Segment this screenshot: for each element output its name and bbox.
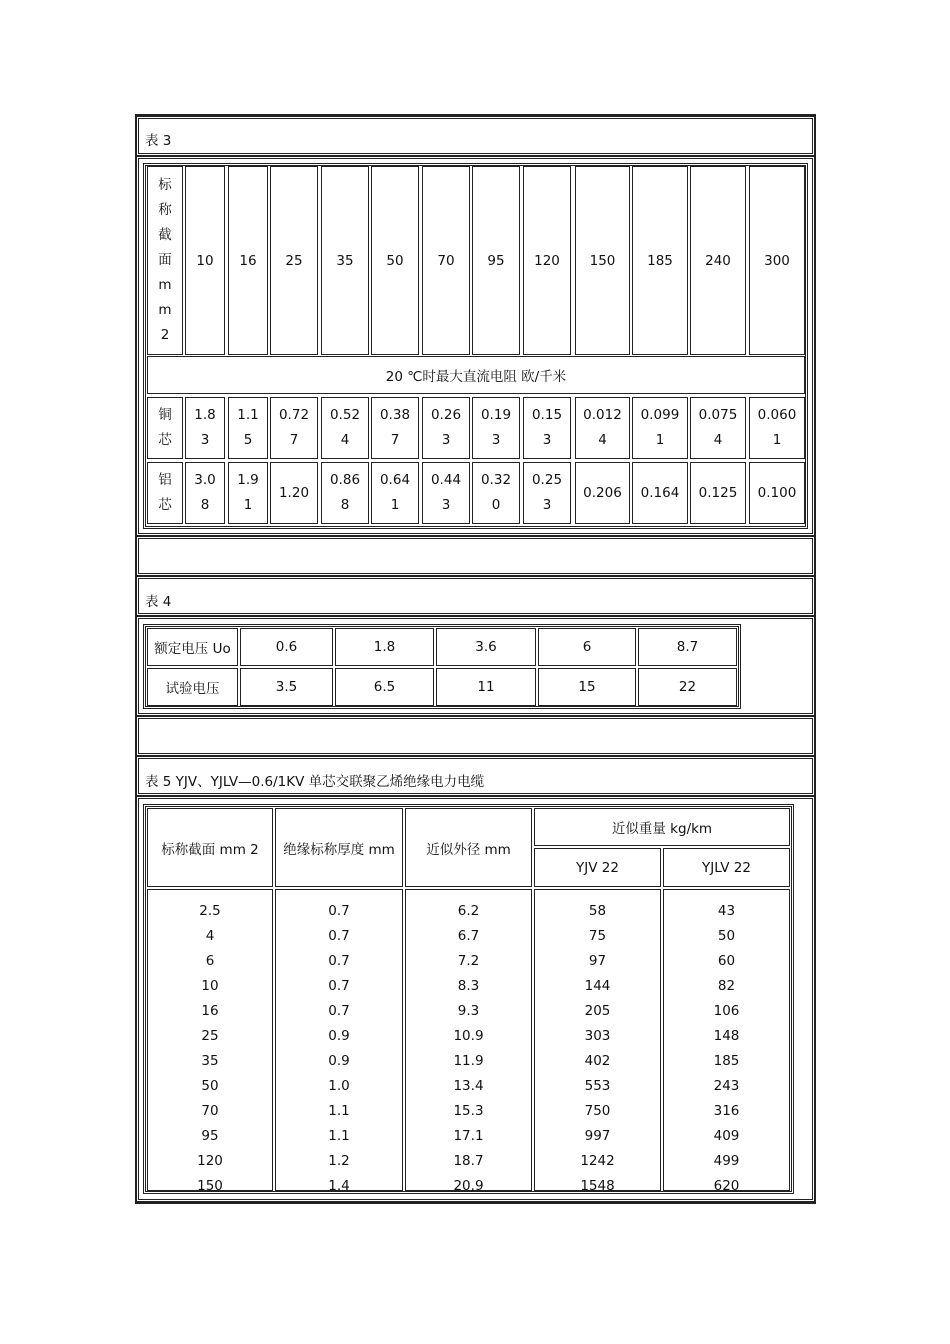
table5-cell: 70 — [201, 1103, 219, 1119]
aluminum-value-line: 3 — [441, 497, 451, 513]
copper-value-cell — [321, 397, 369, 459]
table5-cell: 620 — [713, 1178, 740, 1194]
table5-label: 表 5 YJV、YJLV—0.6/1KV 单芯交联聚乙烯绝缘电力电缆 — [145, 774, 485, 790]
header-insulation-cell: 绝缘标称厚度 mm — [275, 808, 403, 887]
aluminum-value-cell — [632, 462, 688, 524]
table5-cell: 1.0 — [328, 1078, 350, 1094]
table5-cell: 499 — [713, 1153, 740, 1169]
table3-section-title: 20 ℃时最大直流电阻 欧/千米 — [147, 356, 805, 394]
table3-size-cell: 240 — [690, 166, 746, 355]
table5-cell: 553 — [584, 1078, 611, 1094]
table5-cell: 0.7 — [328, 978, 350, 994]
table5-cell: 106 — [713, 1003, 740, 1019]
aluminum-label-cell — [147, 462, 183, 524]
aluminum-value-line: 0.25 — [531, 472, 563, 488]
header-yjv-cell: YJV 22 — [534, 848, 661, 887]
table5-cell: 148 — [713, 1028, 740, 1044]
aluminum-value-line: 1.9 — [237, 472, 259, 488]
aluminum-value-line: 1 — [243, 497, 253, 513]
aluminum-value-line: 0.44 — [430, 472, 462, 488]
copper-value-line: 3 — [200, 432, 210, 448]
aluminum-value-line: 0.32 — [480, 472, 512, 488]
table5-cell: 20.9 — [453, 1178, 484, 1194]
aluminum-value-cell — [422, 462, 470, 524]
copper-label-cell — [147, 397, 183, 459]
table3-size-cell: 16 — [228, 166, 268, 355]
empty-row-1 — [136, 536, 815, 576]
copper-value-line: 0.26 — [430, 407, 462, 423]
table5-cell: 0.7 — [328, 953, 350, 969]
copper-value-cell — [690, 397, 746, 459]
table5-cell: 58 — [588, 903, 607, 919]
copper-value-line: 4 — [340, 432, 350, 448]
aluminum-value-line: 8 — [200, 497, 210, 513]
copper-value-line: 0.19 — [480, 407, 512, 423]
copper-label-line: 铜 — [158, 407, 172, 423]
copper-value-cell — [472, 397, 520, 459]
table3-size-cell: 95 — [472, 166, 520, 355]
table5-cell: 750 — [584, 1103, 611, 1119]
copper-value-cell — [523, 397, 571, 459]
rated-voltage-value-cell: 6 — [538, 628, 636, 666]
table5-cell: 0.7 — [328, 928, 350, 944]
table5-cell: 11.9 — [453, 1053, 484, 1069]
table3-size-cell: 25 — [270, 166, 318, 355]
table5-cell: 409 — [713, 1128, 740, 1144]
rated-voltage-value-cell: 8.7 — [638, 628, 737, 666]
table5-cell: 316 — [713, 1103, 740, 1119]
table5-cell: 60 — [717, 953, 736, 969]
copper-value-line: 7 — [289, 432, 299, 448]
header-char: 2 — [160, 327, 170, 343]
test-voltage-value-cell: 11 — [436, 668, 536, 706]
copper-value-cell — [371, 397, 419, 459]
table5-cell: 185 — [713, 1053, 740, 1069]
table5-cell: 50 — [717, 928, 736, 944]
empty-row-2 — [136, 716, 815, 756]
aluminum-value-cell — [575, 462, 630, 524]
header-char: m — [158, 277, 172, 293]
table3-size-cell: 70 — [422, 166, 470, 355]
table5-cell: 82 — [717, 978, 736, 994]
table5-cell: 1.4 — [328, 1178, 350, 1194]
copper-value-line: 4 — [713, 432, 723, 448]
table3-size-cell: 300 — [749, 166, 805, 355]
aluminum-value-cell — [321, 462, 369, 524]
aluminum-value-cell — [270, 462, 318, 524]
table5-cell: 9.3 — [457, 1003, 480, 1019]
aluminum-value-line: 0.125 — [698, 484, 738, 501]
copper-value-line: 0.72 — [278, 407, 310, 423]
aluminum-value-line: 3 — [542, 497, 552, 513]
header-char: m — [158, 302, 172, 318]
table5-cell: 1.2 — [328, 1153, 350, 1169]
table3-size-cell: 10 — [185, 166, 225, 355]
copper-value-line: 0.15 — [531, 407, 563, 423]
table5-cell: 43 — [717, 903, 736, 919]
test-voltage-value-cell: 15 — [538, 668, 636, 706]
aluminum-label-line: 铝 — [158, 472, 172, 488]
table3-size-cell: 150 — [575, 166, 630, 355]
aluminum-value-line: 0 — [491, 497, 501, 513]
table5-cell: 243 — [713, 1078, 740, 1094]
table4-label: 表 4 — [145, 594, 172, 610]
copper-value-cell — [228, 397, 268, 459]
header-char: 标 — [158, 177, 172, 193]
table5-cell: 15.3 — [453, 1103, 484, 1119]
copper-value-line: 0.52 — [329, 407, 361, 423]
copper-value-line: 0.38 — [379, 407, 411, 423]
table5-cell: 1548 — [580, 1178, 615, 1194]
table5-cell: 0.9 — [328, 1053, 350, 1069]
aluminum-value-line: 0.100 — [757, 484, 797, 501]
table4-label-row — [136, 576, 815, 616]
table5-cell: 1.1 — [328, 1128, 350, 1144]
copper-value-cell — [749, 397, 805, 459]
copper-value-line: 5 — [243, 432, 253, 448]
aluminum-value-line: 8 — [340, 497, 350, 513]
aluminum-value-cell — [371, 462, 419, 524]
copper-value-line: 7 — [390, 432, 400, 448]
aluminum-value-cell — [523, 462, 571, 524]
table5-cell: 120 — [197, 1153, 223, 1169]
table5-cell: 402 — [584, 1053, 611, 1069]
table5-cell: 6 — [205, 953, 215, 969]
copper-value-cell — [185, 397, 225, 459]
table5-cell: 75 — [588, 928, 607, 944]
table5-cell: 35 — [201, 1053, 219, 1069]
table3-size-cell: 50 — [371, 166, 419, 355]
table5-cell: 997 — [584, 1128, 611, 1144]
test-voltage-value-cell: 6.5 — [335, 668, 434, 706]
table5-cell: 144 — [584, 978, 611, 994]
header-char: 面 — [158, 252, 172, 268]
table5-cell: 95 — [201, 1128, 219, 1144]
table5-cell: 0.9 — [328, 1028, 350, 1044]
aluminum-value-cell — [690, 462, 746, 524]
copper-value-line: 3 — [441, 432, 451, 448]
aluminum-value-line: 1.20 — [278, 484, 310, 501]
copper-value-line: 3 — [491, 432, 501, 448]
table5-cell: 50 — [201, 1078, 219, 1094]
aluminum-value-cell — [749, 462, 805, 524]
table5-cell: 10 — [201, 978, 219, 994]
copper-value-cell — [422, 397, 470, 459]
rated-voltage-value-cell: 1.8 — [335, 628, 434, 666]
copper-value-line: 1.8 — [194, 407, 216, 423]
table5-cell: 6.7 — [457, 928, 480, 944]
table5-cell: 205 — [584, 1003, 611, 1019]
copper-value-line: 1 — [655, 432, 665, 448]
table5-cell: 1.1 — [328, 1103, 350, 1119]
copper-value-line: 1.1 — [237, 407, 259, 423]
test-voltage-value-cell: 22 — [638, 668, 737, 706]
table5-cell: 150 — [197, 1178, 223, 1194]
table5-cell: 0.7 — [328, 903, 350, 919]
aluminum-value-line: 0.64 — [379, 472, 411, 488]
table3-header-label-cell — [147, 166, 183, 355]
table5-cell: 0.7 — [328, 1003, 350, 1019]
copper-value-cell — [575, 397, 630, 459]
table3-size-cell: 120 — [523, 166, 571, 355]
aluminum-value-line: 0.164 — [640, 484, 680, 501]
header-section-cell: 标称截面 mm 2 — [147, 808, 273, 887]
table5-cell: 10.9 — [453, 1028, 484, 1044]
table5-cell: 97 — [588, 953, 607, 969]
rated-voltage-value-cell: 0.6 — [240, 628, 333, 666]
table5-cell: 16 — [201, 1003, 219, 1019]
copper-value-cell — [270, 397, 318, 459]
copper-value-cell — [632, 397, 688, 459]
table5-cell: 25 — [201, 1028, 219, 1044]
table5-cell: 303 — [584, 1028, 611, 1044]
header-weight-cell: 近似重量 kg/km — [534, 808, 790, 846]
aluminum-value-line: 1 — [390, 497, 400, 513]
table5-cell: 2.5 — [199, 903, 221, 919]
header-char: 截 — [158, 227, 172, 243]
rated-voltage-label-cell: 额定电压 Uo — [147, 628, 238, 666]
test-voltage-value-cell: 3.5 — [240, 668, 333, 706]
aluminum-value-line: 3.0 — [194, 472, 216, 488]
table3-label: 表 3 — [145, 133, 172, 149]
copper-value-line: 0.060 — [757, 407, 797, 423]
header-char: 称 — [158, 202, 172, 218]
aluminum-value-line: 0.206 — [583, 484, 622, 501]
copper-value-line: 1 — [772, 432, 782, 448]
table5-cell: 18.7 — [453, 1153, 484, 1169]
copper-value-line: 0.075 — [698, 407, 738, 423]
aluminum-label-line: 芯 — [158, 497, 172, 513]
copper-value-line: 0.099 — [640, 407, 680, 423]
aluminum-value-cell — [228, 462, 268, 524]
header-yjlv-cell: YJLV 22 — [663, 848, 790, 887]
table3-label-row — [136, 116, 815, 156]
table5-cell: 7.2 — [457, 953, 480, 969]
table5-cell: 4 — [205, 928, 215, 944]
rated-voltage-value-cell: 3.6 — [436, 628, 536, 666]
copper-value-line: 0.012 — [583, 407, 622, 423]
aluminum-value-cell — [472, 462, 520, 524]
table5-cell: 6.2 — [457, 903, 480, 919]
table3-size-cell: 185 — [632, 166, 688, 355]
copper-label-line: 芯 — [158, 432, 172, 448]
table5-cell: 1242 — [580, 1153, 615, 1169]
header-diameter-cell: 近似外径 mm — [405, 808, 532, 887]
copper-value-line: 3 — [542, 432, 552, 448]
table5-cell: 8.3 — [457, 978, 480, 994]
table3-size-cell: 35 — [321, 166, 369, 355]
aluminum-value-cell — [185, 462, 225, 524]
table5-cell: 17.1 — [453, 1128, 484, 1144]
aluminum-value-line: 0.86 — [329, 472, 361, 488]
table5-cell: 13.4 — [453, 1078, 484, 1094]
test-voltage-label-cell: 试验电压 — [147, 668, 238, 706]
copper-value-line: 4 — [598, 432, 607, 448]
